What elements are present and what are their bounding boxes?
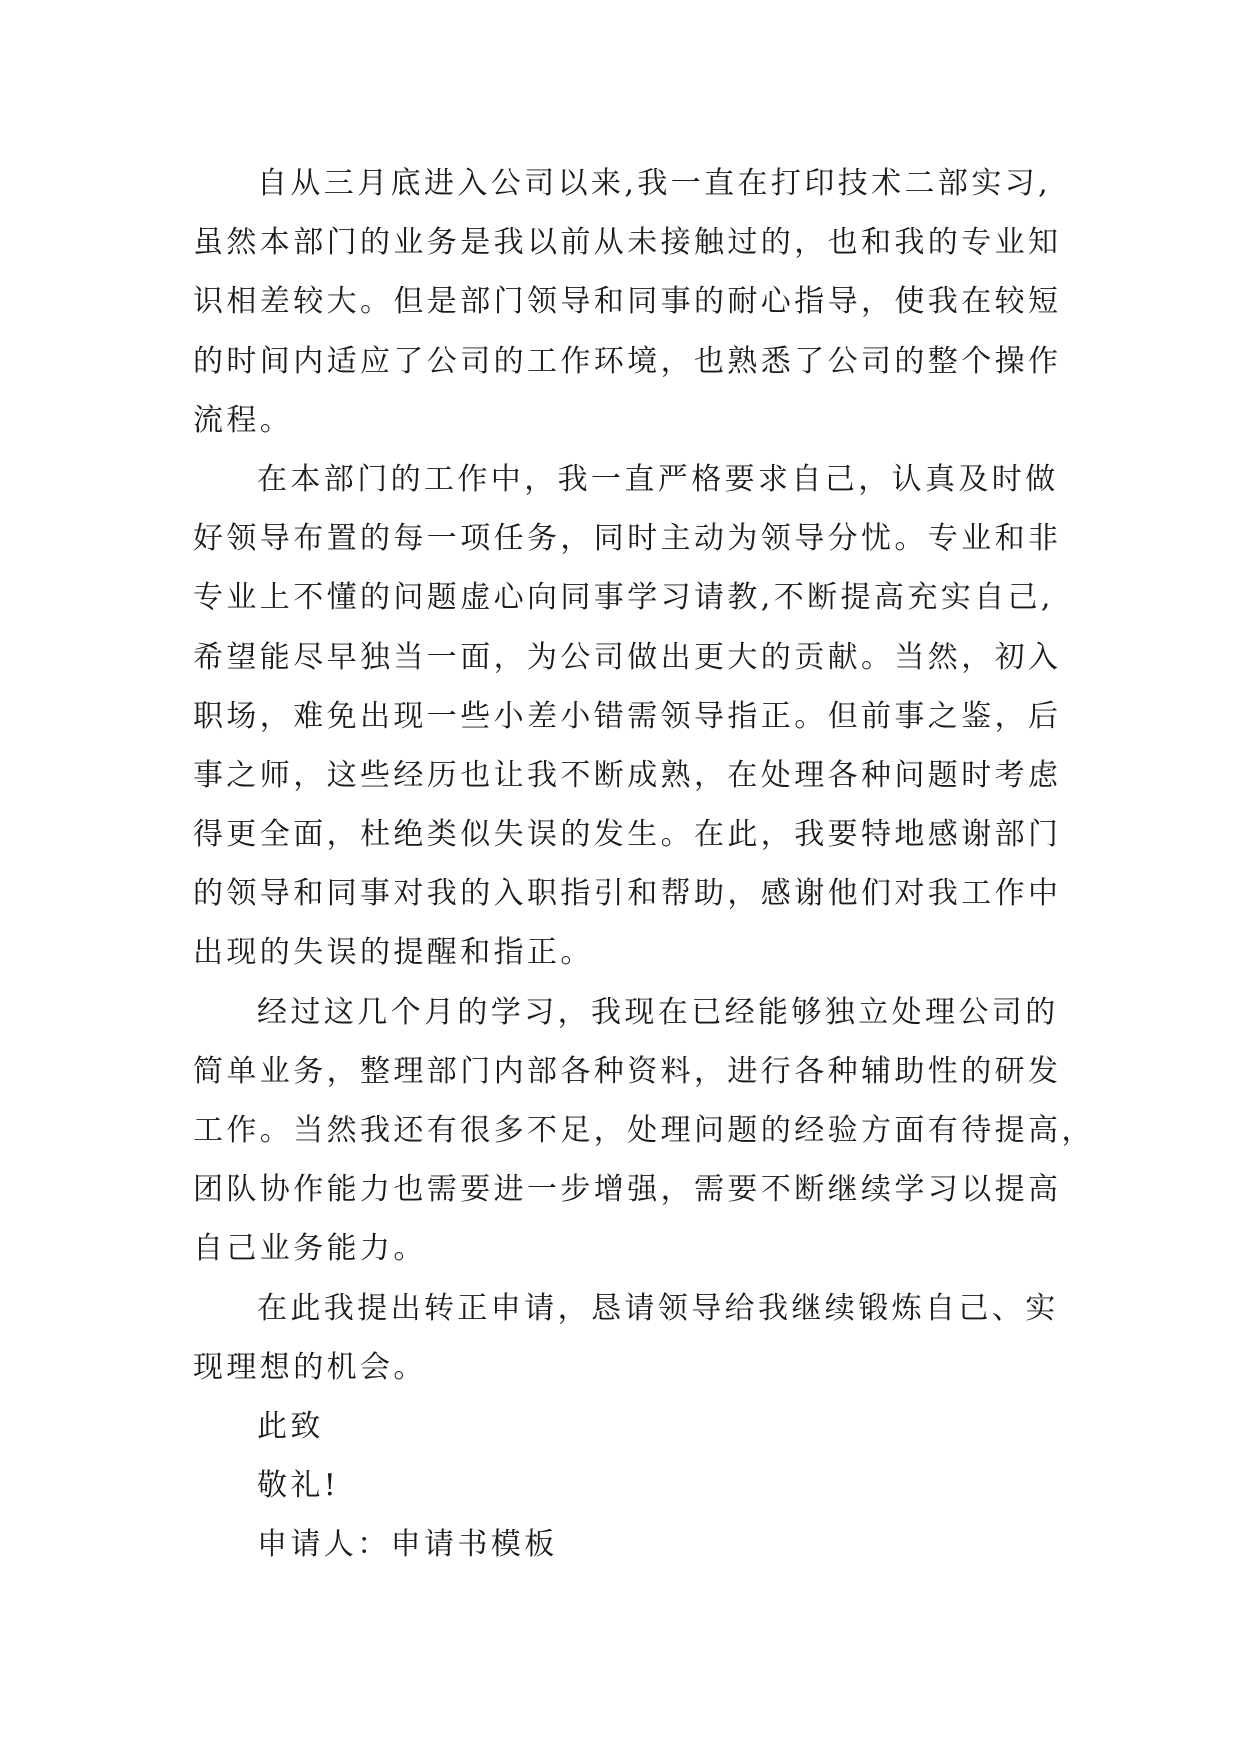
text-line: 在本部门的工作中，我一直严格要求自己，认真及时做 <box>257 461 1059 497</box>
text-line: 团队协作能力也需要进一步增强，需要不断继续学习以提高 <box>193 1172 1062 1208</box>
applicant-signature: 申请人：申请书模板 <box>257 1527 558 1563</box>
text-line: 事之师，这些经历也让我不断成熟，在处理各种问题时考虑 <box>193 757 1062 793</box>
text-line: 得更全面，杜绝类似失误的发生。在此，我要特地感谢部门 <box>193 817 1062 853</box>
text-line: 工作。当然我还有很多不足，处理问题的经验方面有待提高， <box>193 1113 1095 1148</box>
text-line: 职场，难免出现一些小差小错需领导指正。但前事之鉴，后 <box>193 698 1062 734</box>
text-line: 好领导布置的每一项任务，同时主动为领导分忧。专业和非 <box>193 521 1062 557</box>
text-line: 的时间内适应了公司的工作环境，也熟悉了公司的整个操作 <box>193 343 1062 379</box>
closing-salutation: 此致 <box>257 1408 324 1444</box>
closing-regards: 敬礼! <box>257 1468 340 1504</box>
text-line: 简单业务，整理部门内部各种资料，进行各种辅助性的研发 <box>193 1053 1062 1089</box>
text-line: 自从三月底进入公司以来,我一直在打印技术二部实习, <box>257 166 1052 201</box>
text-line: 在此我提出转正申请，恳请领导给我继续锻炼自己、实 <box>257 1290 1059 1326</box>
letter-body <box>193 154 1095 1575</box>
text-line: 流程。 <box>193 402 294 438</box>
text-line: 希望能尽早独当一面，为公司做出更大的贡献。当然，初入 <box>193 639 1062 675</box>
text-line: 出现的失误的提醒和指正。 <box>193 935 594 971</box>
text-line: 专业上不懂的问题虚心向同事学习请教,不断提高充实自己, <box>193 580 1054 616</box>
text-line: 的领导和同事对我的入职指引和帮助，感谢他们对我工作中 <box>193 876 1062 912</box>
text-line: 识相差较大。但是部门领导和同事的耐心指导，使我在较短 <box>193 284 1062 320</box>
text-line: 虽然本部门的业务是我以前从未接触过的，也和我的专业知 <box>193 225 1062 261</box>
text-line: 现理想的机会。 <box>193 1349 427 1385</box>
text-line: 自己业务能力。 <box>193 1231 427 1267</box>
text-line: 经过这几个月的学习，我现在已经能够独立处理公司的 <box>257 994 1059 1030</box>
